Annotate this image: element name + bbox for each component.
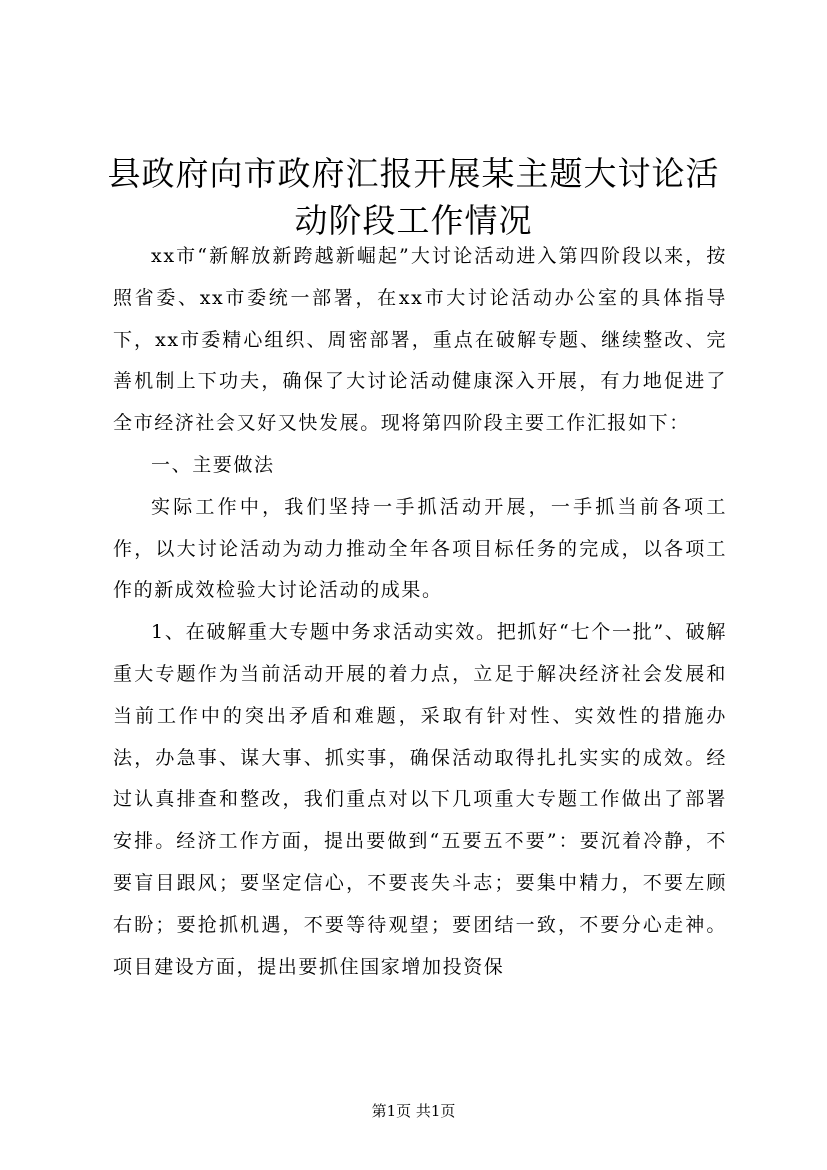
page-footer: 第1页 共1页: [371, 1102, 456, 1120]
paragraph-intro: xx市“新解放新跨越新崛起”大讨论活动进入第四阶段以来，按照省委、xx市委统一部署，在xx市大讨论活动办公室的具体指导下，xx市委精心组织、周密部署，重点在破解专题、继续整改、完善机制上下功夫，确保了大讨论活动健康深入开展，有力地促进了全市经济社会又好又快发展。现将第四阶段主要工作汇报如下：: [113, 245, 727, 435]
paragraph-item-1: 1、在破解重大专题中务求活动实效。把抓好“七个一批”、破解重大专题作为当前活动开展的着力点，立足于解决经济社会发展和当前工作中的突出矛盾和难题，采取有针对性、实效性的措施办法，办急事、谋大事、抓实事，确保活动取得扎扎实实的成效。经过认真排查和整改，我们重点对以下几项重大专题工作做出了部署安排。经济工作方面，提出要做到“五要五不要”：要沉着冷静，不要盲目跟风；要坚定信心，不要丧失斗志；要集中精力，不要左顾右盼；要抢抓机遇，不要等待观望；要团结一致，不要分心走神。项目建设方面，提出要抓住国家增加投资保: [113, 621, 727, 978]
document-body: [113, 236, 727, 988]
section-heading: 一、主要做法: [151, 453, 275, 476]
document-title: 县政府向市政府汇报开展某主题大讨论活动阶段工作情况: [107, 154, 720, 240]
paragraph-practice: 实际工作中，我们坚持一手抓活动开展，一手抓当前各项工作，以大讨论活动为动力推动全年各项目标任务的完成，以各项工作的新成效检验大讨论活动的成果。: [113, 495, 727, 602]
